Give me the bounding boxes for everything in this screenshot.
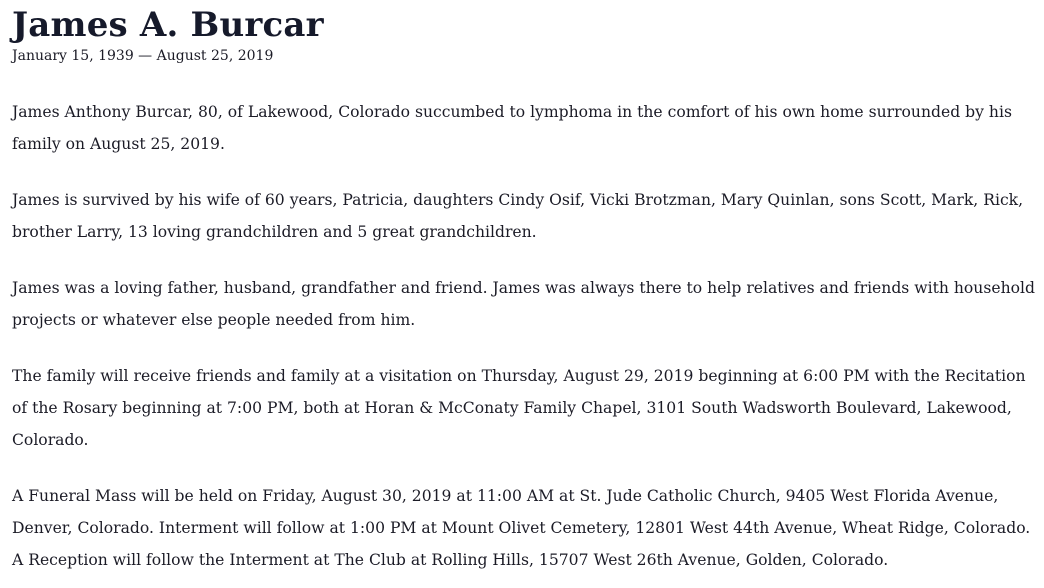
paragraph-survivors [12,184,1036,248]
paragraph-character [12,272,1036,336]
paragraph-line: James Anthony Burcar, 80, of Lakewood, Colorado succumbed to lymphoma in the comfort of his own home surrounded by his [12,103,1012,121]
paragraph-line: James was a loving father, husband, grandfather and friend. James was always there to help relatives and friends with household [12,279,1035,297]
obituary-body [12,96,1036,576]
paragraph-line: James is survived by his wife of 60 years, Patricia, daughters Cindy Osif, Vicki Brotzman, Mary Quinlan, sons Scott, Mark, Rick, [12,191,1024,209]
paragraph-line: Colorado. [12,431,89,449]
paragraph-line: The family will receive friends and family at a visitation on Thursday, August 29, 2019 beginning at 6:00 PM with the Recitation [12,367,1026,385]
paragraph-line: Denver, Colorado. Interment will follow at 1:00 PM at Mount Olivet Cemetery, 12801 West 44th Avenue, Wheat Ridge, Colorado. [12,519,1031,537]
paragraph-line: family on August 25, 2019. [12,135,225,153]
paragraph-line: brother Larry, 13 loving grandchildren and 5 great grandchildren. [12,223,537,241]
paragraph-line: of the Rosary beginning at 7:00 PM, both at Horan & McConaty Family Chapel, 3101 South Wadsworth Boulevard, Lakewood, [12,399,1012,417]
paragraph-line: A Reception will follow the Interment at The Club at Rolling Hills, 15707 West 26th Avenue, Golden, Colorado. [12,551,889,569]
deceased-name: James A. Burcar [12,5,324,45]
life-dates: January 15, 1939 — August 25, 2019 [12,48,274,64]
paragraph-line: A Funeral Mass will be held on Friday, August 30, 2019 at 11:00 AM at St. Jude Catholic Church, 9405 West Florida Avenue, [12,487,999,505]
paragraph-funeral [12,480,1036,576]
paragraph-passing [12,96,1036,160]
paragraph-line: projects or whatever else people needed from him. [12,311,416,329]
paragraph-visitation [12,360,1036,456]
